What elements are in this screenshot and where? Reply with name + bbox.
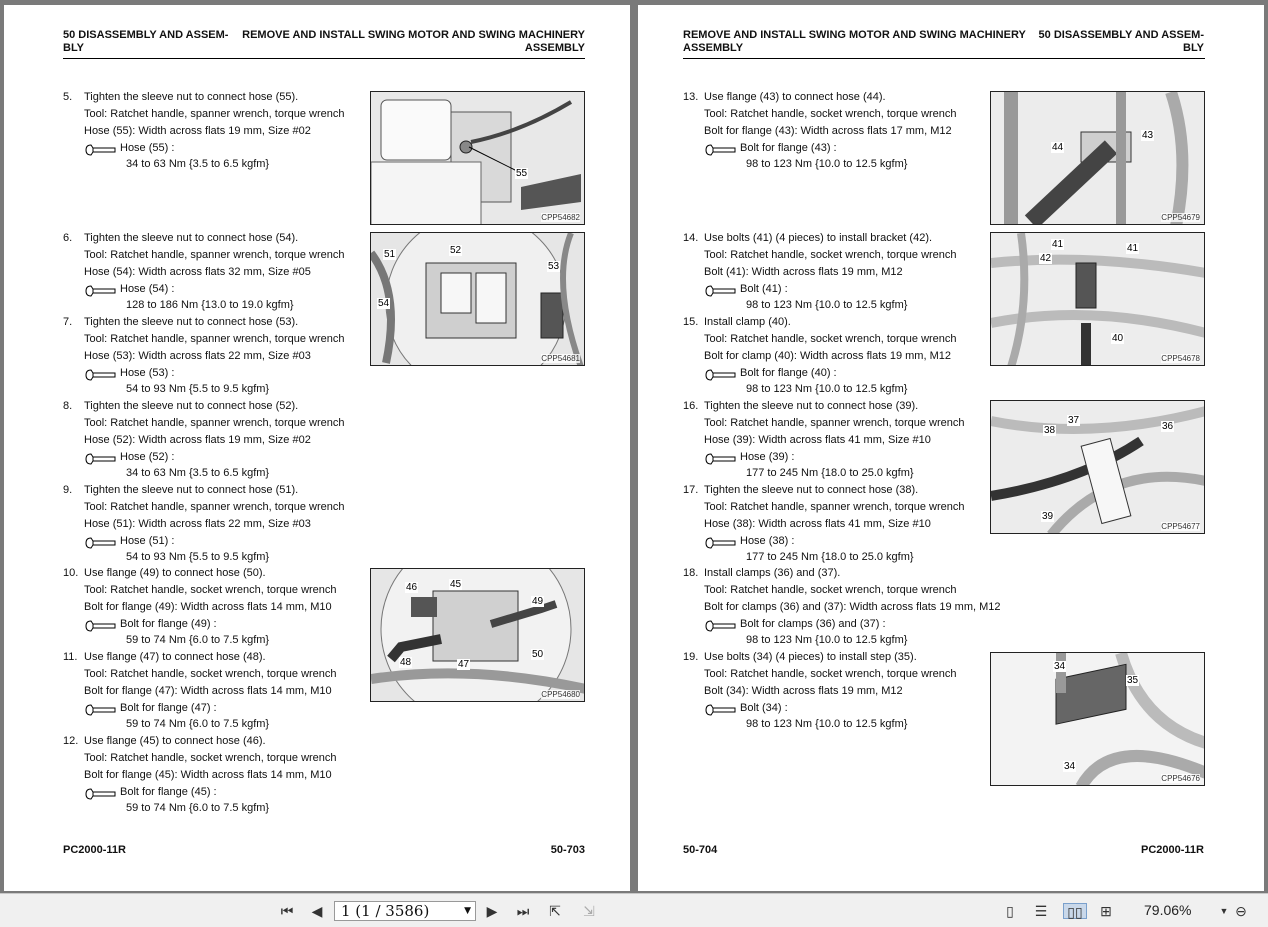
step-number: 7. <box>63 316 73 328</box>
step-number: 10. <box>63 567 79 579</box>
figure-drawing <box>371 233 585 366</box>
step-number: 17. <box>683 484 699 496</box>
torque-wrench-icon <box>704 144 736 156</box>
header-line: 50 DISASSEMBLY AND ASSEM- <box>1038 29 1204 41</box>
go-back-icon[interactable]: ⇱ <box>549 903 561 919</box>
step-spec: Hose (51): Width across flats 22 mm, Size #03 <box>84 518 311 530</box>
torque-value: 59 to 74 Nm {6.0 to 7.5 kgfm} <box>126 802 270 814</box>
figure-code: CPP54682 <box>541 213 580 222</box>
step-tool: Tool: Ratchet handle, socket wrench, torque wrench <box>84 752 337 764</box>
step-tool: Tool: Ratchet handle, spanner wrench, torque wrench <box>84 249 345 261</box>
callout-label: 54 <box>378 298 390 309</box>
header-line: REMOVE AND INSTALL SWING MOTOR AND SWING MACHINERY <box>242 29 585 41</box>
step-number: 16. <box>683 400 699 412</box>
torque-label: Bolt for flange (49) : <box>120 618 217 630</box>
torque-value: 98 to 123 Nm {10.0 to 12.5 kgfm} <box>746 383 908 395</box>
step-number: 19. <box>683 651 699 663</box>
torque-wrench-icon <box>704 537 736 549</box>
footer-model: PC2000-11R <box>1141 844 1204 856</box>
step-spec: Bolt for flange (47): Width across flats 14 mm, M10 <box>84 685 332 697</box>
figure-flange-43 <box>990 91 1205 225</box>
step-tool: Tool: Ratchet handle, spanner wrench, torque wrench <box>704 417 965 429</box>
torque-value: 177 to 245 Nm {18.0 to 25.0 kgfm} <box>746 551 914 563</box>
step-number: 13. <box>683 91 699 103</box>
step-number: 11. <box>63 651 78 663</box>
torque-wrench-icon <box>704 704 736 716</box>
figure-drawing <box>371 569 585 702</box>
last-page-icon[interactable]: ⏭ <box>516 903 530 919</box>
callout-label: 43 <box>1142 130 1154 141</box>
callout-label: 46 <box>406 582 418 593</box>
torque-value: 98 to 123 Nm {10.0 to 12.5 kgfm} <box>746 718 908 730</box>
torque-value: 128 to 186 Nm {13.0 to 19.0 kgfm} <box>126 299 294 311</box>
callout-label: 41 <box>1052 239 1064 250</box>
step-title: Use flange (49) to connect hose (50). <box>84 567 266 579</box>
step-tool: Tool: Ratchet handle, spanner wrench, torque wrench <box>84 108 345 120</box>
header-line: REMOVE AND INSTALL SWING MOTOR AND SWING MACHINERY <box>683 29 1026 41</box>
callout-label: 34 <box>1054 661 1066 672</box>
step-spec: Bolt (34): Width across flats 19 mm, M12 <box>704 685 903 697</box>
torque-wrench-icon <box>84 144 116 156</box>
page-50-704 <box>638 5 1264 891</box>
figure-drawing <box>991 92 1205 225</box>
first-page-icon[interactable]: ⏮ <box>280 903 294 919</box>
figure-step-35 <box>990 652 1205 786</box>
figure-drawing <box>991 653 1205 786</box>
callout-label: 47 <box>458 659 470 670</box>
go-forward-icon[interactable]: ⇲ <box>583 903 595 919</box>
step-number: 8. <box>63 400 73 412</box>
step-title: Install clamps (36) and (37). <box>704 567 841 579</box>
step-title: Tighten the sleeve nut to connect hose (53). <box>84 316 299 328</box>
figure-code: CPP54678 <box>1161 354 1200 363</box>
callout-label: 42 <box>1040 253 1052 264</box>
step-spec: Bolt for flange (45): Width across flats 14 mm, M10 <box>84 769 332 781</box>
torque-label: Bolt (41) : <box>740 283 788 295</box>
step-number: 9. <box>63 484 73 496</box>
step-spec: Hose (38): Width across flats 41 mm, Size #10 <box>704 518 931 530</box>
torque-value: 98 to 123 Nm {10.0 to 12.5 kgfm} <box>746 634 908 646</box>
torque-value: 98 to 123 Nm {10.0 to 12.5 kgfm} <box>746 299 908 311</box>
figure-drawing <box>991 233 1205 366</box>
step-spec: Hose (39): Width across flats 41 mm, Size #10 <box>704 434 931 446</box>
zoom-dropdown-icon[interactable]: ▼ <box>1219 906 1229 916</box>
torque-wrench-icon <box>84 285 116 297</box>
step-tool: Tool: Ratchet handle, socket wrench, torque wrench <box>704 249 957 261</box>
prev-page-icon[interactable]: ◀ <box>311 903 323 919</box>
step-number: 6. <box>63 232 73 244</box>
step-title: Tighten the sleeve nut to connect hose (51). <box>84 484 299 496</box>
callout-label: 48 <box>400 657 412 668</box>
step-tool: Tool: Ratchet handle, socket wrench, torque wrench <box>704 108 957 120</box>
callout-label: 39 <box>1042 511 1054 522</box>
torque-label: Bolt for flange (43) : <box>740 142 837 154</box>
step-number: 5. <box>63 91 73 103</box>
torque-value: 34 to 63 Nm {3.5 to 6.5 kgfm} <box>126 158 270 170</box>
step-tool: Tool: Ratchet handle, spanner wrench, torque wrench <box>704 501 965 513</box>
step-title: Use flange (45) to connect hose (46). <box>84 735 266 747</box>
step-spec: Hose (52): Width across flats 19 mm, Size #02 <box>84 434 311 446</box>
step-tool: Tool: Ratchet handle, spanner wrench, torque wrench <box>84 417 345 429</box>
step-tool: Tool: Ratchet handle, socket wrench, torque wrench <box>704 333 957 345</box>
torque-wrench-icon <box>84 537 116 549</box>
callout-label: 49 <box>532 596 544 607</box>
header-line: 50 DISASSEMBLY AND ASSEM- <box>63 29 229 41</box>
callout-label: 52 <box>450 245 462 256</box>
step-title: Use bolts (34) (4 pieces) to install step (35). <box>704 651 917 663</box>
torque-value: 34 to 63 Nm {3.5 to 6.5 kgfm} <box>126 467 270 479</box>
callout-label: 45 <box>450 579 462 590</box>
step-title: Use flange (47) to connect hose (48). <box>84 651 266 663</box>
footer-page-number: 50-703 <box>550 844 585 856</box>
callout-label: 35 <box>1127 675 1139 686</box>
step-spec: Hose (53): Width across flats 22 mm, Size #03 <box>84 350 311 362</box>
torque-wrench-icon <box>84 369 116 381</box>
torque-value: 54 to 93 Nm {5.5 to 9.5 kgfm} <box>126 383 270 395</box>
header-section-title <box>1039 29 1204 55</box>
callout-label: 50 <box>532 649 544 660</box>
torque-label: Hose (53) : <box>120 367 175 379</box>
torque-value: 98 to 123 Nm {10.0 to 12.5 kgfm} <box>746 158 908 170</box>
torque-label: Hose (39) : <box>740 451 795 463</box>
figure-code: CPP54676 <box>1161 774 1200 783</box>
torque-label: Bolt for flange (45) : <box>120 786 217 798</box>
step-number: 14. <box>683 232 699 244</box>
torque-label: Hose (51) : <box>120 535 175 547</box>
step-title: Tighten the sleeve nut to connect hose (54). <box>84 232 299 244</box>
figure-code: CPP54680 <box>541 690 580 699</box>
step-number: 15. <box>683 316 699 328</box>
step-title: Tighten the sleeve nut to connect hose (38). <box>704 484 919 496</box>
step-number: 12. <box>63 735 79 747</box>
header-rule <box>683 58 1205 59</box>
step-tool: Tool: Ratchet handle, socket wrench, torque wrench <box>704 584 957 596</box>
torque-wrench-icon <box>84 453 116 465</box>
next-page-icon[interactable]: ▶ <box>486 903 498 919</box>
step-spec: Bolt for flange (49): Width across flats 14 mm, M10 <box>84 601 332 613</box>
footer-model: PC2000-11R <box>63 844 126 856</box>
figure-flanges-45-50 <box>370 568 585 702</box>
step-spec: Hose (55): Width across flats 19 mm, Size #02 <box>84 125 311 137</box>
callout-label: 51 <box>384 249 396 260</box>
step-spec: Bolt (41): Width across flats 19 mm, M12 <box>704 266 903 278</box>
step-title: Tighten the sleeve nut to connect hose (39). <box>704 400 919 412</box>
torque-wrench-icon <box>704 369 736 381</box>
callout-label: 38 <box>1044 425 1056 436</box>
torque-label: Bolt for flange (47) : <box>120 702 217 714</box>
page-50-703 <box>4 5 630 891</box>
step-tool: Tool: Ratchet handle, spanner wrench, torque wrench <box>84 333 345 345</box>
step-tool: Tool: Ratchet handle, socket wrench, torque wrench <box>84 584 337 596</box>
figure-clamps-36-37 <box>990 400 1205 534</box>
page-number-select[interactable] <box>334 901 476 921</box>
header-line: ASSEMBLY <box>524 42 585 54</box>
step-tool: Tool: Ratchet handle, spanner wrench, torque wrench <box>84 501 345 513</box>
callout-label: 44 <box>1052 142 1064 153</box>
step-title: Tighten the sleeve nut to connect hose (55). <box>84 91 299 103</box>
callout-label: 55 <box>516 168 528 179</box>
torque-value: 54 to 93 Nm {5.5 to 9.5 kgfm} <box>126 551 270 563</box>
step-title: Tighten the sleeve nut to connect hose (52). <box>84 400 299 412</box>
torque-wrench-icon <box>704 453 736 465</box>
callout-label: 36 <box>1162 421 1174 432</box>
zoom-level[interactable]: 79.06% <box>1144 902 1192 918</box>
zoom-out-icon[interactable]: ⊖ <box>1235 903 1247 919</box>
continuous-icon[interactable]: ☰ <box>1034 903 1048 919</box>
step-title: Use flange (43) to connect hose (44). <box>704 91 886 103</box>
callout-label: 34 <box>1064 761 1076 772</box>
figure-code: CPP54681 <box>541 354 580 363</box>
step-spec: Bolt for clamp (40): Width across flats 19 mm, M12 <box>704 350 951 362</box>
torque-wrench-icon <box>84 704 116 716</box>
torque-wrench-icon <box>84 788 116 800</box>
torque-label: Hose (54) : <box>120 283 175 295</box>
figure-code: CPP54679 <box>1161 213 1200 222</box>
torque-label: Bolt (34) : <box>740 702 788 714</box>
figure-code: CPP54677 <box>1161 522 1200 531</box>
torque-label: Bolt for flange (40) : <box>740 367 837 379</box>
single-page-icon[interactable]: ▯ <box>1006 903 1014 919</box>
step-spec: Bolt for clamps (36) and (37): Width across flats 19 mm, M12 <box>704 601 1001 613</box>
callout-label: 37 <box>1068 415 1080 426</box>
header-chapter-title <box>683 29 1026 55</box>
torque-label: Hose (55) : <box>120 142 175 154</box>
figure-hoses-51-54 <box>370 232 585 366</box>
torque-wrench-icon <box>84 620 116 632</box>
torque-value: 177 to 245 Nm {18.0 to 25.0 kgfm} <box>746 467 914 479</box>
step-tool: Tool: Ratchet handle, socket wrench, torque wrench <box>84 668 337 680</box>
step-title: Use bolts (41) (4 pieces) to install bracket (42). <box>704 232 933 244</box>
footer-page-number: 50-704 <box>683 844 718 856</box>
header-line: ASSEMBLY <box>683 42 744 54</box>
callout-label: 40 <box>1112 333 1124 344</box>
header-chapter-title <box>242 29 585 55</box>
torque-value: 59 to 74 Nm {6.0 to 7.5 kgfm} <box>126 634 270 646</box>
torque-label: Hose (52) : <box>120 451 175 463</box>
header-section-title <box>63 29 228 55</box>
figure-bracket-42 <box>990 232 1205 366</box>
torque-wrench-icon <box>704 620 736 632</box>
torque-value: 59 to 74 Nm {6.0 to 7.5 kgfm} <box>126 718 270 730</box>
facing-icon[interactable]: ▯▯ <box>1063 903 1087 919</box>
facing-continuous-icon[interactable]: ⊞ <box>1100 903 1112 919</box>
chevron-down-icon: ▼ <box>464 906 471 916</box>
step-title: Install clamp (40). <box>704 316 791 328</box>
step-spec: Hose (54): Width across flats 32 mm, Size #05 <box>84 266 311 278</box>
viewer-toolbar <box>0 893 1268 927</box>
callout-label: 41 <box>1127 243 1139 254</box>
callout-label: 53 <box>548 261 560 272</box>
torque-label: Bolt for clamps (36) and (37) : <box>740 618 886 630</box>
step-spec: Bolt for flange (43): Width across flats 17 mm, M12 <box>704 125 952 137</box>
header-line: BLY <box>63 42 84 54</box>
torque-label: Hose (38) : <box>740 535 795 547</box>
figure-hose-55 <box>370 91 585 225</box>
step-tool: Tool: Ratchet handle, socket wrench, torque wrench <box>704 668 957 680</box>
header-rule <box>63 58 585 59</box>
step-number: 18. <box>683 567 699 579</box>
page-indicator: 1 (1 / 3586) <box>341 902 430 920</box>
torque-wrench-icon <box>704 285 736 297</box>
figure-drawing <box>371 92 585 225</box>
header-line: BLY <box>1183 42 1204 54</box>
